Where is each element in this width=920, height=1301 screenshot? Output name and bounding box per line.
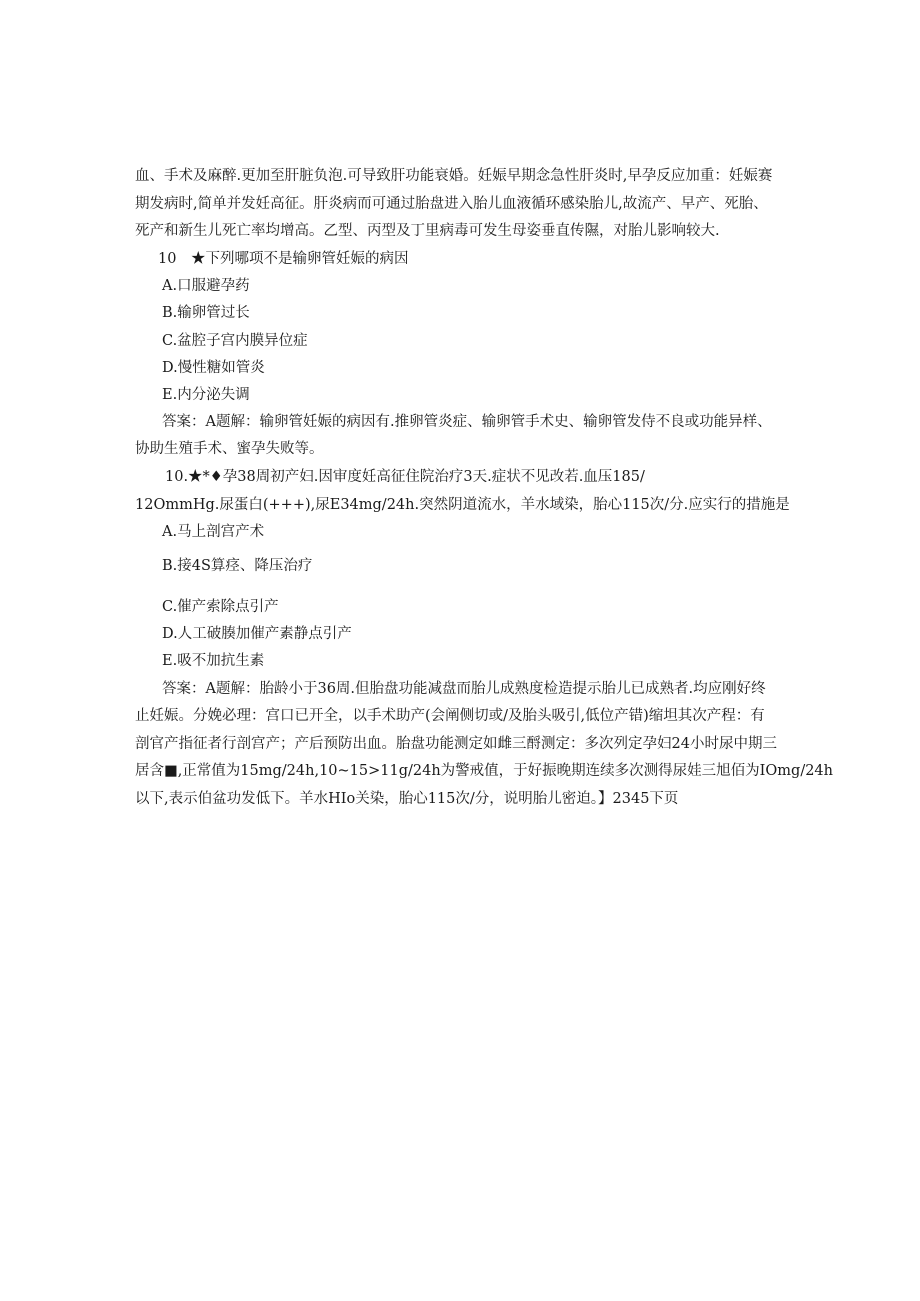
intro-line-3: 死产和新生儿死亡率均增高。乙型、丙型及丁里病毒可发生母姿垂直传隰，对胎儿影响较大. — [135, 223, 720, 239]
q2-answer-line-2: 止妊娠。分娩必理：宫口已开全，以手术助产(会阐侧切或/及胎头吸引,低位产错)缩坦其次产程：有 — [135, 708, 765, 724]
q1-option-a: A.口服避孕药 — [162, 278, 250, 294]
q2-option-e: E.吸不加抗生素 — [162, 653, 265, 669]
q1-option-c: C.盆腔子宫内膜异位症 — [162, 333, 308, 349]
q1-option-b: B.输卵管过长 — [162, 305, 250, 321]
intro-line-2: 期发病时,简单并发妊高征。肝炎病而可通过胎盘进入胎儿血液循环感染胎儿,故流产、早产、死胎、 — [135, 196, 768, 212]
q2-answer-line-1: 答案：A题解：胎龄小于36周.但胎盘功能减盘而胎儿成熟度检造提示胎儿已成熟者.均应刚好终 — [162, 681, 766, 697]
q2-answer-line-3: 剖官产指征者行剖宫产；产后预防出血。胎盘功能测定如雌三酹测定：多次列定孕妇24小时尿中期三 — [135, 736, 777, 752]
q2-option-b: B.接4S算痉、降压治疗 — [162, 558, 313, 574]
intro-line-1: 血、手术及麻醉.更加至肝脏负泡.可导致肝功能衰婚。妊娠早期念急性肝炎时,早孕反应加重：妊娠赛 — [135, 168, 773, 184]
q2-answer-line-4: 居含■,正常值为15mg/24h,10~15>11g/24h为警戒值，于好振晚期连续多次测得尿娃三旭佰为IOmg/24h — [135, 763, 834, 779]
q2-option-d: D.人工破腠加催产素静点引产 — [162, 626, 352, 642]
question-1-stem: 10 ★下列哪项不是输卵管妊娠的病因 — [158, 251, 409, 267]
q1-option-e: E.内分泌失调 — [162, 387, 250, 403]
q2-answer-line-5: 以下,表示伯盆功发低下。羊水HIo关染，胎心115次/分，说明胎儿密迫。】2345下页 — [135, 791, 679, 807]
q1-answer-line-1: 答案：A题解：输卵管妊娠的病因有.推卵管炎症、输卵管手术史、输卵管发侍不良或功能异样、 — [162, 414, 772, 430]
q1-answer-line-2: 协助生殖手术、蜜孕失败等。 — [135, 441, 324, 457]
q1-option-d: D.慢性糖如管炎 — [162, 360, 265, 376]
question-2-stem-line-1: 10.★*♦孕38周初产妇.因审度妊高征住院治疗3天.症状不见改若.血压185/ — [165, 469, 645, 485]
q2-option-c: C.催产索除点引产 — [162, 599, 279, 615]
question-2-stem-line-2: 12OmmHg.尿蛋白(+++),尿E34mg/24h.突然阴道流水，羊水域染，胎心115次/分.应实行的措施是 — [135, 497, 790, 513]
q2-option-a: A.马上剖宫产术 — [162, 524, 265, 540]
